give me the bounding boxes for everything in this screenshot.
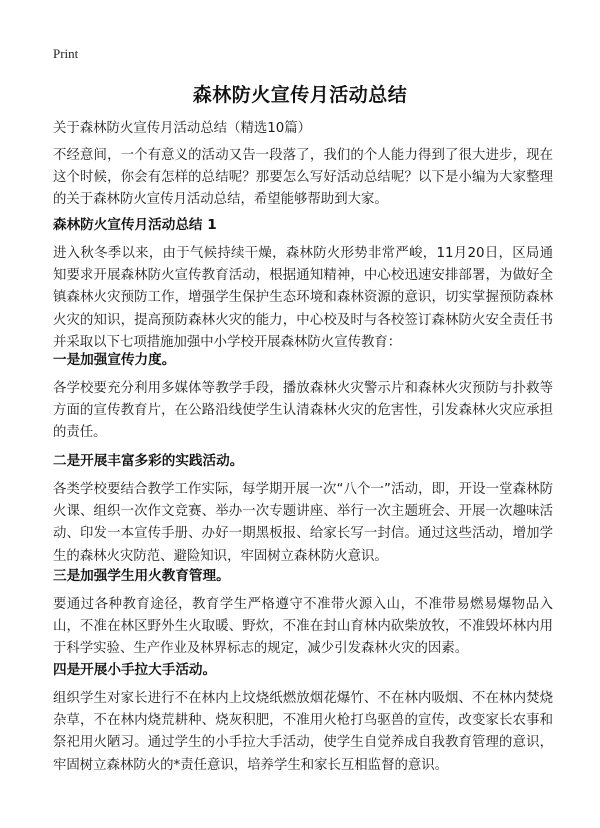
section-1-paragraph: 进入秋冬季以来，由于气候持续干燥，森林防火形势非常严峻，11月20日，区局通知要求开展森林防火宣传教育活动，根据通知精神，中心校迅速安排部署，为做好全镇森林火灾预防工作，增强学生保护生态环境和森林资源的意识，切实掌握预防森林火灾的知识，提高预防森林火灾的能力，中心校及时与各校签订森林防火安全责任书并采取以下七项措施加强中小学校开展森林防火宣传教育： [53, 246, 553, 350]
measure-heading-2: 二是开展丰富多彩的实践活动。 [53, 453, 244, 469]
measure-heading-3: 三是加强学生用火教育管理。 [53, 568, 230, 584]
intro-paragraph: 不经意间，一个有意义的活动又告一段落了，我们的个人能力得到了很大进步，现在这个时候，你会有怎样的总结呢？那要怎么写好活动总结呢？以下是小编为大家整理的关于森林防火宣传月活动总结，希望能够帮助到大家。 [53, 148, 553, 208]
measure-paragraph-4: 组织学生对家长进行不在林内上坟烧纸燃放烟花爆竹、不在林内吸烟、不在林内焚烧杂草，不在林内烧荒耕种、烧灰积肥，不准用火枪打鸟驱兽的宣传，改变家长农事和祭祀用火陋习。通过学生的小手拉大手活动，使学生自觉养成自我教育管理的意识，牢固树立森林防火的*责任意识，培养学生和家长互相监督的意识。 [53, 691, 553, 773]
section-heading-1: 森林防火宣传月活动总结 1 [53, 217, 217, 233]
measure-heading-4: 四是开展小手拉大手活动。 [53, 662, 217, 678]
measure-paragraph-2: 各类学校要结合教学工作实际，每学期开展一次“八个一”活动，即，开设一堂森林防火课、组织一次作文竞赛、举办一次专题讲座、举行一次主题班会、开展一次趣味活动、印发一本宣传手册、办好一期黑板报、给家长写一封信。通过这些活动，增加学生的森林火灾防范、避险知识，牢固树立森林防火意识。 [53, 482, 553, 564]
page-title: 森林防火宣传月活动总结 [192, 84, 408, 106]
measure-paragraph-3: 要通过各种教育途径，教育学生严格遵守不准带火源入山，不准带易燃易爆物品入山，不准在林区野外生火取暖、野炊，不准在封山育林内砍柴放牧，不准毁坏林内用于科学实验、生产作业及林界标志的规定，减少引发森林火灾的因素。 [53, 597, 553, 657]
print-link[interactable]: Print [53, 46, 79, 61]
document-subtitle: 关于森林防火宣传月活动总结（精选10篇） [53, 121, 312, 136]
measure-paragraph-1: 各学校要充分利用多媒体等教学手段，播放森林火灾警示片和森林火灾预防与扑救等方面的宣传教育片，在公路沿线使学生认清森林火灾的危害性，引发森林火灾应承担的责任。 [53, 381, 553, 441]
measure-heading-1: 一是加强宣传力度。 [53, 352, 176, 368]
